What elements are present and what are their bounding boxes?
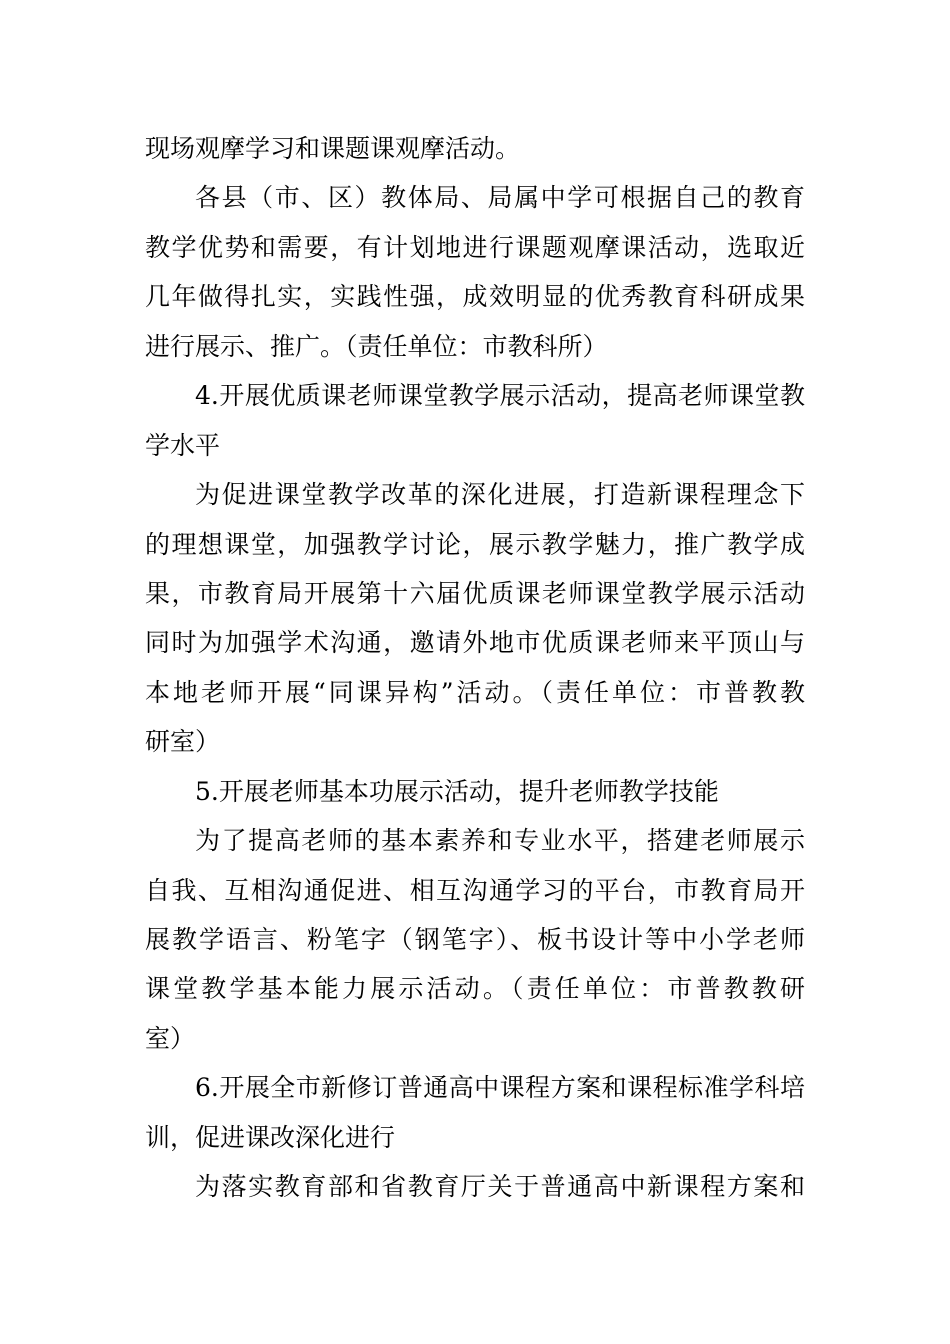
text-line: 展教学语言、粉笔字（钢笔字）、板书设计等中小学老师 <box>145 925 805 954</box>
text-line: 6.开展全市新修订普通高中课程方案和课程标准学科培 <box>195 1073 805 1103</box>
text-line: 同时为加强学术沟通，邀请外地市优质课老师来平顶山与 <box>145 628 805 658</box>
text-line: 为促进课堂教学改革的深化进展，打造新课程理念下 <box>195 480 805 510</box>
text-line: 教学优势和需要，有计划地进行课题观摩课活动，选取近 <box>145 232 805 262</box>
text-line: 各县（市、区）教体局、局属中学可根据自己的教育 <box>195 183 805 213</box>
text-line: 训，促进课改深化进行 <box>145 1122 396 1152</box>
text-line: 现场观摩学习和课题课观摩活动。 <box>145 134 521 163</box>
text-line: 果，市教育局开展第十六届优质课老师课堂教学展示活动 <box>145 578 805 608</box>
text-line: 室） <box>145 1023 196 1053</box>
document-body <box>145 124 805 1212</box>
text-line: 5.开展老师基本功展示活动，提升老师教学技能 <box>195 776 719 806</box>
text-line: 为了提高老师的基本素养和专业水平，搭建老师展示 <box>195 826 805 856</box>
text-line: 4.开展优质课老师课堂教学展示活动，提高老师课堂教 <box>195 381 805 411</box>
text-line: 本地老师开展“同课异构”活动。（责任单位：市普教教 <box>145 677 805 707</box>
text-line: 的理想课堂，加强教学讨论，展示教学魅力，推广教学成 <box>145 529 805 559</box>
text-line: 为落实教育部和省教育厅关于普通高中新课程方案和 <box>195 1172 805 1202</box>
text-line: 研室） <box>145 727 221 757</box>
text-line: 学水平 <box>145 430 221 460</box>
text-line: 课堂教学基本能力展示活动。（责任单位：市普教教研 <box>145 974 805 1004</box>
text-line: 几年做得扎实，实践性强，成效明显的优秀教育科研成果 <box>145 282 805 312</box>
text-line: 进行展示、推广。（责任单位：市教科所） <box>145 331 608 361</box>
text-line: 自我、互相沟通促进、相互沟通学习的平台，市教育局开 <box>145 875 805 905</box>
